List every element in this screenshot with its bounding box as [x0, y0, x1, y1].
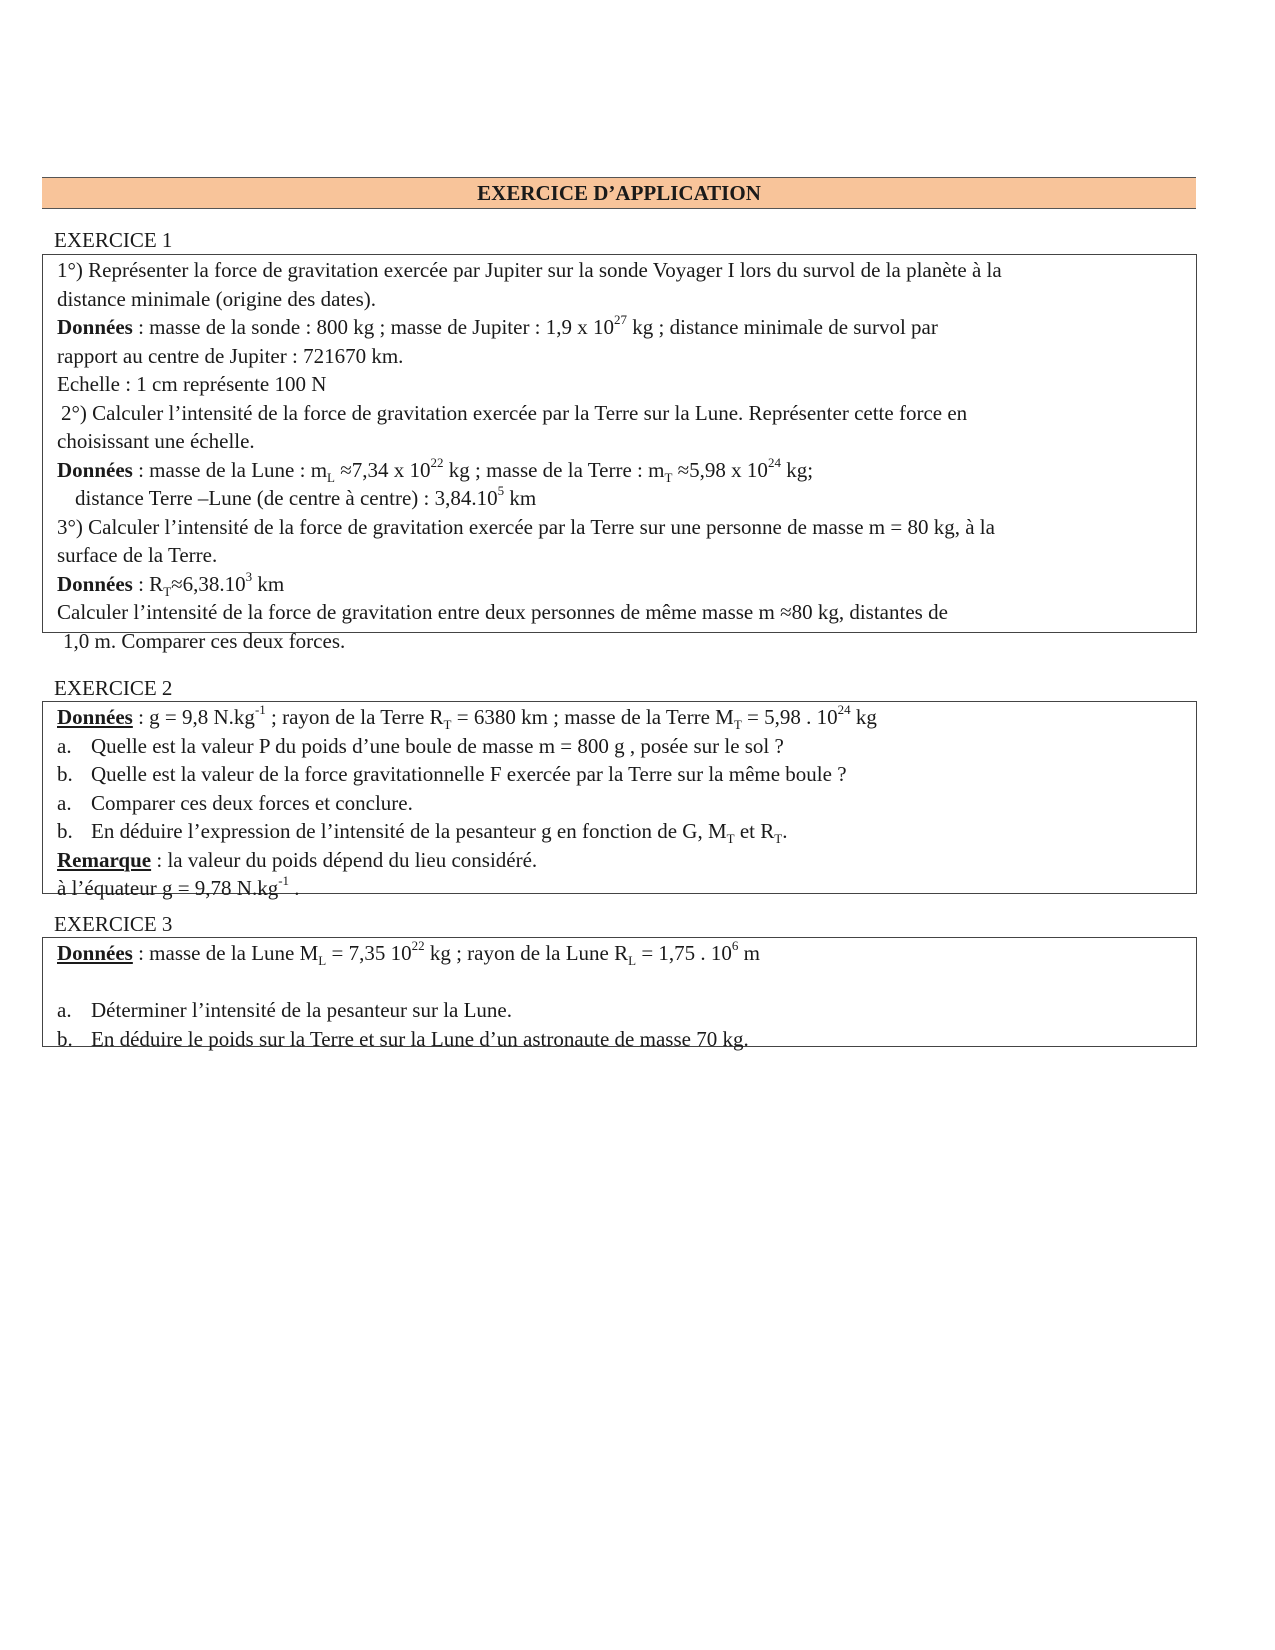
- exercise-1-title: EXERCICE 1: [54, 228, 173, 252]
- donnees-label: Données: [57, 705, 133, 729]
- item-label: b.: [57, 762, 73, 786]
- ex1-line: [57, 456, 1184, 485]
- ex1-line: distance minimale (origine des dates).: [57, 286, 376, 311]
- ex2-text: : la valeur du poids dépend du lieu considéré.: [151, 847, 538, 872]
- ex3-donnees-line: [57, 939, 1184, 968]
- ex3-text: = 7,35 10: [326, 941, 412, 965]
- ex1-line: 3°) Calculer l’intensité de la force de gravitation exercée par la Terre sur une personne de masse m = 80 kg, à la: [57, 514, 995, 539]
- exercise-3-box: [42, 937, 1197, 1051]
- exercise-3-title: EXERCICE 3: [54, 912, 173, 936]
- remarque-label: Remarque: [57, 847, 152, 872]
- exponent: 5: [497, 483, 505, 498]
- ex1-text: ≈5,98 x 10: [672, 457, 768, 482]
- item-text: Quelle est la valeur de la force gravitationnelle F exercée par la Terre sur la même boule ?: [91, 762, 847, 786]
- item-text: Comparer ces deux forces et conclure.: [91, 790, 413, 815]
- ex1-text: km: [252, 571, 285, 596]
- exercise-2-box: [42, 701, 1197, 900]
- item-text: Déterminer l’intensité de la pesanteur sur la Lune.: [91, 998, 513, 1022]
- donnees-label: Données: [57, 457, 133, 482]
- exponent: -1: [278, 873, 290, 888]
- ex1-text: kg ; distance minimale de survol par: [627, 315, 938, 339]
- ex1-text: ≈6,38.10: [171, 571, 246, 596]
- ex1-line: 2°) Calculer l’intensité de la force de gravitation exercée par la Terre sur la Lune. Représenter cette force en: [61, 400, 968, 425]
- ex2-text: à l’équateur g = 9,78 N.kg: [57, 876, 279, 900]
- exponent: 3: [245, 568, 253, 584]
- exponent: 24: [837, 702, 851, 717]
- list-item: [57, 996, 1184, 1025]
- ex3-text: kg ; rayon de la Lune R: [424, 941, 629, 965]
- ex2-text: ; rayon de la Terre R: [265, 705, 444, 729]
- exponent: 24: [767, 454, 781, 470]
- ex3-text: m: [738, 941, 761, 965]
- ex2-text: kg: [850, 705, 877, 729]
- ex2-text: = 5,98 . 10: [741, 705, 838, 729]
- item-label: a.: [57, 790, 72, 815]
- ex1-line: [57, 570, 1184, 599]
- subscript: L: [327, 469, 335, 485]
- subscript: L: [628, 953, 637, 969]
- list-item: [57, 817, 1184, 846]
- remarque-line: [57, 846, 1184, 875]
- item-text: Quelle est la valeur P du poids d’une boule de masse m = 800 g , posée sur le sol ?: [91, 733, 784, 758]
- ex1-line: choisissant une échelle.: [57, 429, 255, 453]
- ex2-text: .: [289, 876, 300, 900]
- item-label: b.: [57, 1026, 73, 1051]
- subscript: L: [318, 953, 327, 969]
- exponent: 22: [430, 454, 444, 470]
- exercise-1-box: [42, 254, 1197, 653]
- list-item: [57, 732, 1184, 761]
- ex2-text: .: [782, 819, 788, 843]
- donnees-label: Données: [57, 941, 133, 965]
- ex1-text: distance Terre –Lune (de centre à centre) : 3,84.10: [75, 486, 498, 510]
- item-label: b.: [57, 819, 73, 843]
- ex1-line: 1,0 m. Comparer ces deux forces.: [63, 628, 346, 653]
- ex1-text: km: [504, 486, 537, 510]
- subscript: T: [774, 831, 783, 847]
- item-text: En déduire le poids sur la Terre et sur la Lune d’un astronaute de masse 70 kg.: [91, 1026, 749, 1051]
- exponent: 6: [731, 938, 739, 953]
- item-label: a.: [57, 733, 72, 758]
- list-item: [57, 1025, 1184, 1054]
- item-label: a.: [57, 998, 72, 1022]
- ex1-line: Calculer l’intensité de la force de gravitation entre deux personnes de même masse m ≈80 kg, distantes de: [57, 600, 948, 624]
- subscript: T: [733, 717, 742, 733]
- ex3-text: = 1,75 . 10: [636, 941, 732, 965]
- ex2-text: = 6380 km ; masse de la Terre M: [451, 705, 734, 729]
- equator-line: [57, 874, 1184, 903]
- ex1-text: kg ; masse de la Terre : m: [443, 457, 665, 482]
- ex1-text: : R: [132, 571, 164, 596]
- exercise-2-title: EXERCICE 2: [54, 676, 173, 700]
- ex1-line: [57, 484, 1184, 513]
- list-item: [57, 760, 1184, 789]
- ex2-text: et R: [734, 819, 775, 843]
- ex1-line: [57, 313, 1184, 342]
- ex1-line: 1°) Représenter la force de gravitation exercée par Jupiter sur la sonde Voyager I lors du survol de la planète à la: [57, 258, 1002, 282]
- ex2-text: : g = 9,8 N.kg: [132, 705, 255, 729]
- spacer: [57, 968, 1184, 997]
- subscript: T: [726, 831, 735, 847]
- exponent: 22: [411, 938, 425, 953]
- ex1-text: kg;: [780, 457, 814, 482]
- ex2-donnees-line: [57, 703, 1184, 732]
- subscript: T: [664, 469, 673, 485]
- subscript: T: [443, 717, 452, 733]
- exponent: 27: [614, 312, 628, 327]
- exponent: -1: [254, 702, 266, 717]
- ex1-line: Echelle : 1 cm représente 100 N: [57, 372, 327, 396]
- item-text: [91, 817, 787, 846]
- ex1-line: surface de la Terre.: [57, 543, 218, 567]
- ex1-text: ≈7,34 x 10: [335, 457, 431, 482]
- section-banner: EXERCICE D’APPLICATION: [42, 177, 1196, 209]
- ex1-line: rapport au centre de Jupiter : 721670 km.: [57, 343, 404, 368]
- ex1-text: : masse de la sonde : 800 kg ; masse de Jupiter : 1,9 x 10: [132, 315, 615, 339]
- ex2-text: En déduire l’expression de l’intensité de la pesanteur g en fonction de G, M: [91, 819, 727, 843]
- donnees-label: Données: [57, 315, 133, 339]
- ex3-text: : masse de la Lune M: [132, 941, 319, 965]
- ex1-text: : masse de la Lune : m: [132, 457, 328, 482]
- list-item: [57, 789, 1184, 818]
- subscript: T: [163, 583, 172, 599]
- donnees-label: Données: [57, 571, 133, 596]
